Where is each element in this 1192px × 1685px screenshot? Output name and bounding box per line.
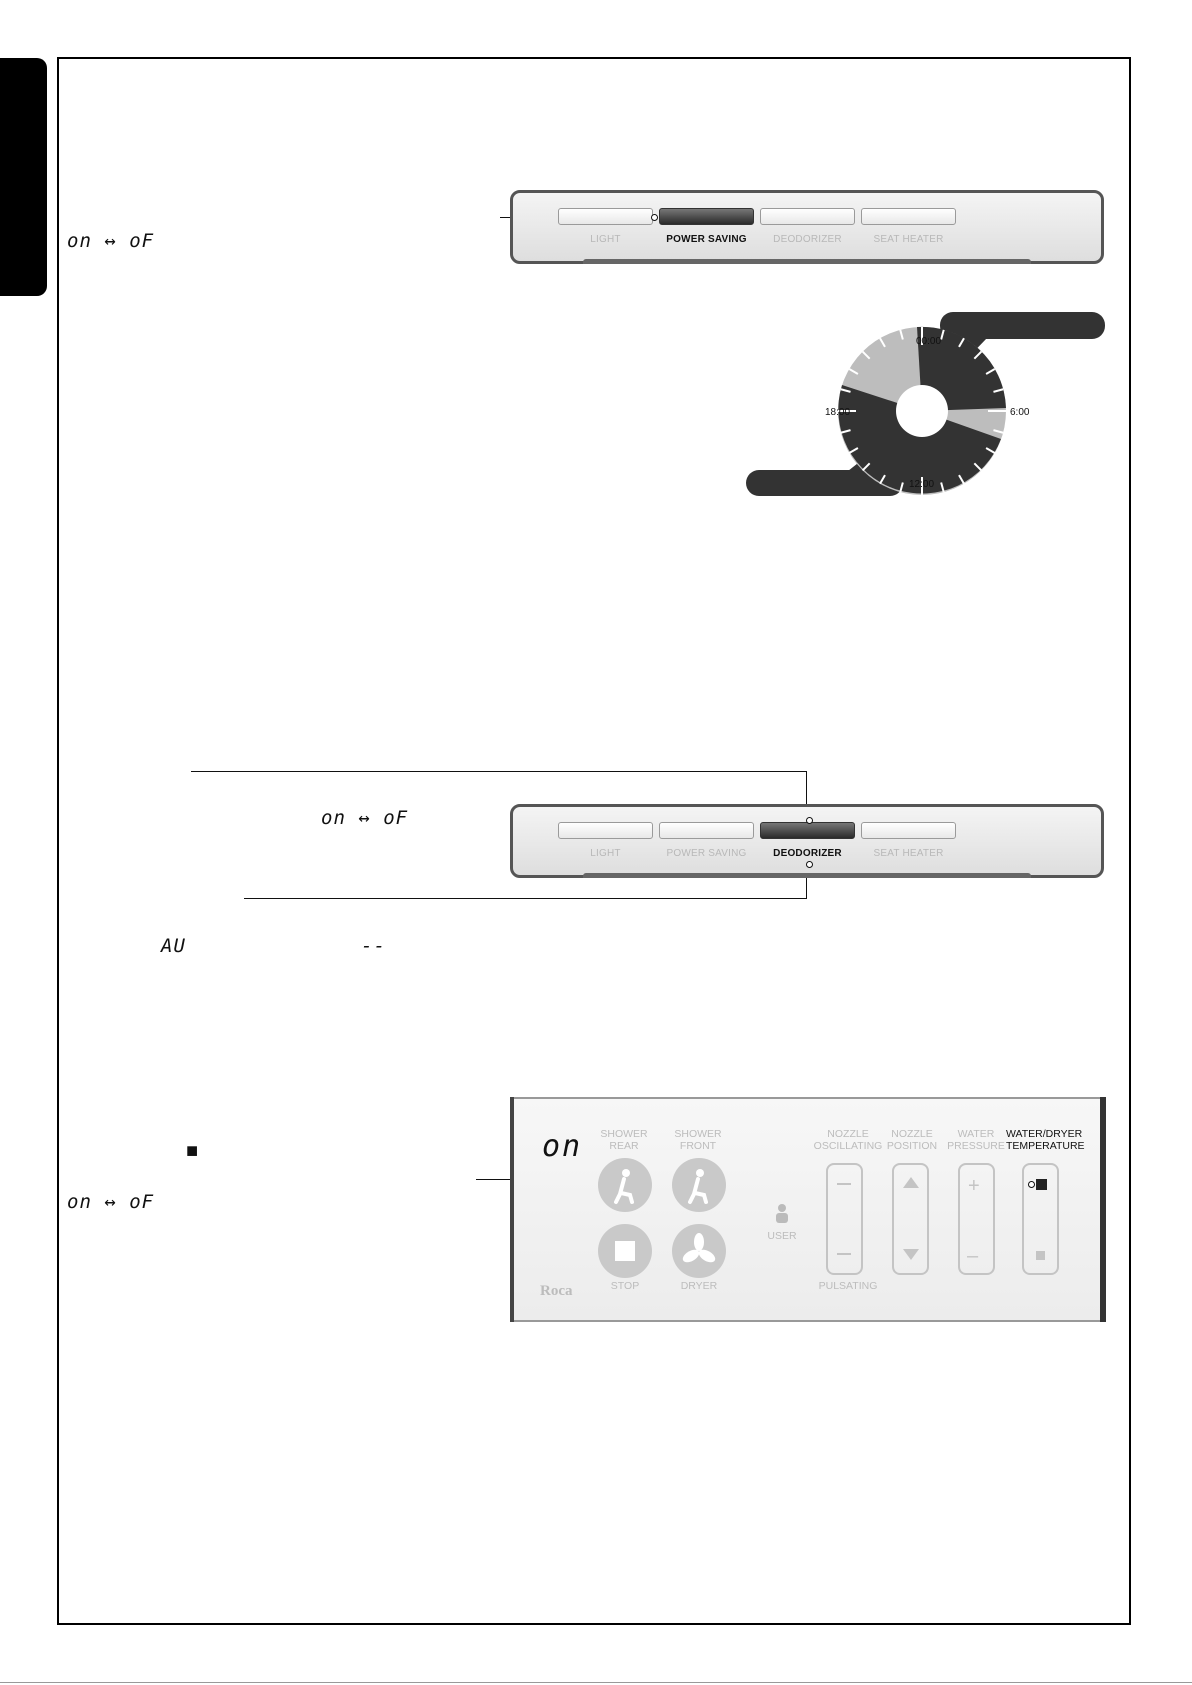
callout-dot xyxy=(806,861,813,868)
callout-dot xyxy=(651,214,658,221)
power-saving-button[interactable] xyxy=(659,208,754,225)
temperature-toggle-text: on ↔ oF xyxy=(67,1191,155,1213)
power-saving-label: POWER SAVING xyxy=(666,848,747,859)
tick-label-0600: 6:00 xyxy=(1010,407,1030,418)
light-button[interactable] xyxy=(558,208,653,225)
power-saving-toggle-text: on ↔ oF xyxy=(67,230,155,252)
callout-dot xyxy=(806,817,813,824)
remote-control-panel xyxy=(510,1097,1106,1322)
off-dash-text: -- xyxy=(361,935,386,957)
power-saving-label: POWER SAVING xyxy=(666,234,747,245)
nozzle-position-label: NOZZLE POSITION xyxy=(886,1128,938,1152)
water-dryer-temperature-label: WATER/DRYER TEMPERATURE xyxy=(1006,1128,1085,1152)
panel-display: on xyxy=(542,1129,583,1164)
dryer-button[interactable] xyxy=(672,1224,726,1278)
seat-heater-label: SEAT HEATER xyxy=(873,848,944,859)
tick-label-1800: 18:00 xyxy=(825,407,851,418)
deodorizer-label: DEODORIZER xyxy=(773,234,842,245)
nozzle-position-rocker[interactable] xyxy=(892,1163,929,1275)
shower-front-icon xyxy=(672,1158,726,1212)
deodorizer-label: DEODORIZER xyxy=(773,848,842,859)
shower-rear-label: SHOWER REAR xyxy=(600,1128,648,1152)
water-pressure-rocker[interactable] xyxy=(958,1163,995,1275)
deodorizer-button[interactable] xyxy=(760,208,855,225)
shower-rear-button[interactable] xyxy=(598,1158,652,1212)
arrow-up-icon[interactable] xyxy=(903,1177,919,1188)
plus-icon[interactable]: + xyxy=(968,1175,980,1197)
stop-label: STOP xyxy=(610,1280,640,1292)
panel-edge xyxy=(510,1097,514,1322)
callout-line xyxy=(191,771,807,772)
deodorizer-toggle-text: on ↔ oF xyxy=(321,807,409,829)
tick-label-1200: 12:00 xyxy=(909,479,935,490)
light-label: LIGHT xyxy=(590,234,621,245)
tick-label-0000: 00:00 xyxy=(916,336,942,347)
water-dryer-temperature-rocker[interactable] xyxy=(1022,1163,1059,1275)
minus-icon[interactable]: – xyxy=(967,1245,979,1267)
auto-mode-text: AU xyxy=(161,935,186,957)
pulsating-label: PULSATING xyxy=(818,1280,878,1292)
shower-rear-icon xyxy=(598,1158,652,1212)
shower-front-label: SHOWER FRONT xyxy=(674,1128,722,1152)
seat-heater-label: SEAT HEATER xyxy=(873,234,944,245)
section-tab xyxy=(0,58,47,296)
power-saving-button[interactable] xyxy=(659,822,754,839)
light-button[interactable] xyxy=(558,822,653,839)
seat-heater-button[interactable] xyxy=(861,822,956,839)
fan-icon xyxy=(672,1224,726,1278)
callout-dot xyxy=(1028,1181,1035,1188)
user-icon[interactable] xyxy=(774,1204,790,1224)
control-strip-power-saving xyxy=(510,190,1104,264)
temperature-up-square-icon[interactable] xyxy=(1036,1179,1047,1190)
brand-logo: Roca xyxy=(540,1283,573,1299)
power-saving-clock-diagram xyxy=(740,308,1110,508)
stop-icon xyxy=(615,1241,635,1261)
callout-line xyxy=(244,898,807,899)
time-bubble-top xyxy=(940,312,1105,339)
square-icon: ■ xyxy=(186,1140,199,1162)
nozzle-oscillating-rocker[interactable] xyxy=(826,1163,863,1275)
light-label: LIGHT xyxy=(590,848,621,859)
water-pressure-label: WATER PRESSURE xyxy=(947,1128,1005,1152)
dryer-label: DRYER xyxy=(680,1280,718,1292)
page-bottom-rule xyxy=(0,1682,1192,1683)
nozzle-oscillating-label: NOZZLE OSCILLATING xyxy=(813,1128,883,1152)
arrow-down-icon[interactable] xyxy=(903,1249,919,1260)
deodorizer-button[interactable] xyxy=(760,822,855,839)
control-strip-deodorizer xyxy=(510,804,1104,878)
panel-edge xyxy=(1100,1097,1106,1322)
seat-heater-button[interactable] xyxy=(861,208,956,225)
temperature-down-square-icon[interactable] xyxy=(1036,1251,1045,1260)
shower-front-button[interactable] xyxy=(672,1158,726,1212)
stop-button[interactable] xyxy=(598,1224,652,1278)
user-label: USER xyxy=(767,1230,797,1242)
